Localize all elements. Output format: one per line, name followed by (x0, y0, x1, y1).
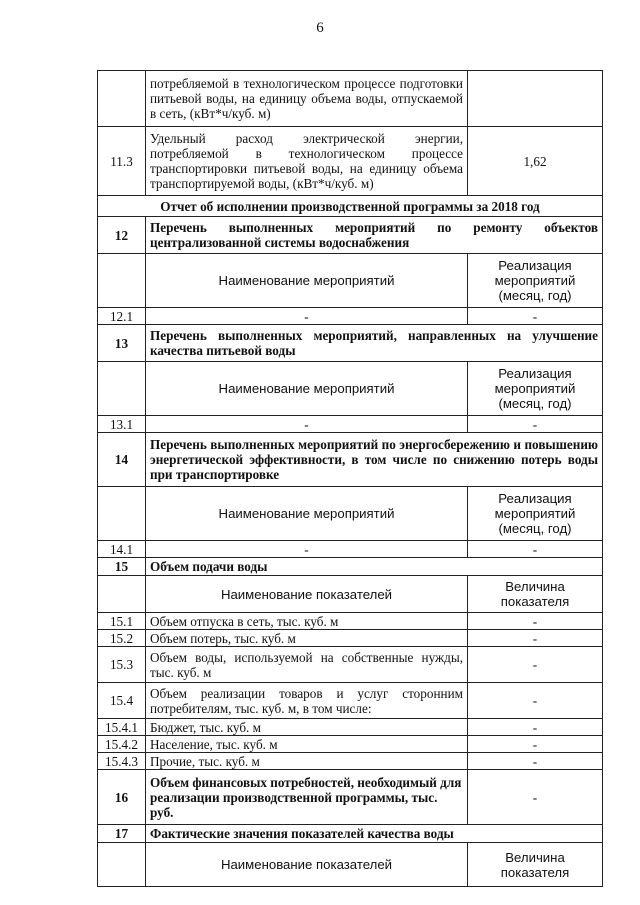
section-title: Объем финансовых потребностей, необходимый для реализации производственной программы, тыс. руб. (146, 770, 468, 825)
column-header-value: Реализация мероприятий (месяц, год) (468, 254, 603, 308)
row-value: - (468, 630, 603, 647)
row-number: 15.4.3 (98, 753, 146, 770)
section-number: 12 (98, 217, 146, 254)
row-name: потребляемой в технологическом процессе подготовки питьевой воды, на единицу объема воды, отпускаемой в сеть, (кВт*ч/куб. м) (146, 71, 468, 127)
row-name: Объем воды, используемой на собственные нужды, тыс. куб. м (146, 647, 468, 683)
section-row (98, 558, 603, 576)
column-header-value: Реализация мероприятий (месяц, год) (468, 362, 603, 416)
column-header-row (98, 843, 603, 887)
section-number: 16 (98, 770, 146, 825)
row-value: - (468, 753, 603, 770)
column-header-name: Наименование показателей (146, 576, 468, 613)
table-row (98, 753, 603, 770)
row-value: - (468, 308, 603, 325)
column-header-value: Величина показателя (468, 843, 603, 887)
row-value: - (468, 683, 603, 719)
row-number: 15.4.1 (98, 719, 146, 736)
table-row (98, 736, 603, 753)
column-header-row (98, 576, 603, 613)
table-row (98, 719, 603, 736)
table-row (98, 71, 603, 127)
column-header-name: Наименование показателей (146, 843, 468, 887)
row-value (468, 71, 603, 127)
column-header-name: Наименование мероприятий (146, 487, 468, 541)
row-name: Население, тыс. куб. м (146, 736, 468, 753)
row-number: 15.3 (98, 647, 146, 683)
table-row (98, 127, 603, 196)
row-number: 15.2 (98, 630, 146, 647)
row-value: 1,62 (468, 127, 603, 196)
table-row (98, 416, 603, 433)
section-value: - (468, 770, 603, 825)
row-number: 14.1 (98, 541, 146, 558)
column-header-row (98, 254, 603, 308)
row-number: 12.1 (98, 308, 146, 325)
section-title: Перечень выполненных мероприятий по энергосбережению и повышению энергетической эффективности, в том числе по снижению потерь воды при транспортировке (146, 433, 603, 487)
row-name: - (146, 416, 468, 433)
section-title: Перечень выполненных мероприятий, направленных на улучшение качества питьевой воды (146, 325, 603, 362)
table-row (98, 630, 603, 647)
row-value: - (468, 613, 603, 630)
column-header-name: Наименование мероприятий (146, 254, 468, 308)
row-name: Объем отпуска в сеть, тыс. куб. м (146, 613, 468, 630)
section-row (98, 770, 603, 825)
report-title: Отчет об исполнении производственной программы за 2018 год (98, 196, 603, 217)
section-number: 14 (98, 433, 146, 487)
section-title: Перечень выполненных мероприятий по ремонту объектов централизованной системы водоснабжения (146, 217, 603, 254)
column-header-row (98, 487, 603, 541)
production-program-table (97, 70, 603, 887)
section-row (98, 217, 603, 254)
table-row (98, 308, 603, 325)
column-header-value: Реализация мероприятий (месяц, год) (468, 487, 603, 541)
row-name: Объем потерь, тыс. куб. м (146, 630, 468, 647)
row-name: Бюджет, тыс. куб. м (146, 719, 468, 736)
section-number: 15 (98, 558, 146, 576)
row-name: - (146, 541, 468, 558)
row-name: Прочие, тыс. куб. м (146, 753, 468, 770)
row-name: - (146, 308, 468, 325)
section-row (98, 825, 603, 843)
row-value: - (468, 416, 603, 433)
row-number: 13.1 (98, 416, 146, 433)
column-header-row (98, 362, 603, 416)
table-row (98, 647, 603, 683)
section-title: Объем подачи воды (146, 558, 603, 576)
section-number: 17 (98, 825, 146, 843)
section-row (98, 433, 603, 487)
section-number: 13 (98, 325, 146, 362)
table-row (98, 613, 603, 630)
table-row (98, 683, 603, 719)
table-row (98, 196, 603, 217)
row-number: 15.4 (98, 683, 146, 719)
column-header-value: Величина показателя (468, 576, 603, 613)
row-value: - (468, 719, 603, 736)
row-value: - (468, 647, 603, 683)
section-title: Фактические значения показателей качества воды (146, 825, 603, 843)
row-number: 15.4.2 (98, 736, 146, 753)
row-number: 11.3 (98, 127, 146, 196)
row-number (98, 71, 146, 127)
row-name: Объем реализации товаров и услуг сторонним потребителям, тыс. куб. м, в том числе: (146, 683, 468, 719)
section-row (98, 325, 603, 362)
row-value: - (468, 541, 603, 558)
row-value: - (468, 736, 603, 753)
row-name: Удельный расход электрической энергии, потребляемой в технологическом процессе транспортировки питьевой воды, на единицу объема транспортируемой воды, (кВт*ч/куб. м) (146, 127, 468, 196)
row-number: 15.1 (98, 613, 146, 630)
column-header-name: Наименование мероприятий (146, 362, 468, 416)
page-number: 6 (316, 20, 324, 36)
table-row (98, 541, 603, 558)
